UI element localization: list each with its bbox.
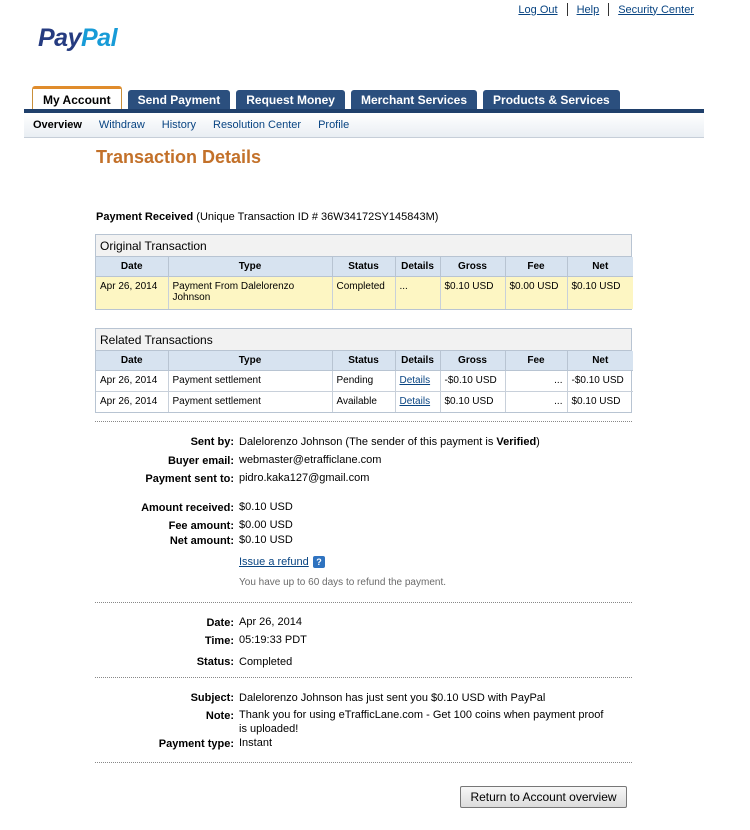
note-label: Note:	[205, 710, 234, 722]
table-row	[96, 391, 633, 412]
subnav-history[interactable]: History	[161, 119, 196, 131]
related-transactions-caption: Related Transactions	[96, 329, 631, 351]
logo-pal: Pal	[80, 24, 118, 52]
cell-status: Pending	[332, 370, 395, 391]
sent-to-label: Payment sent to:	[145, 473, 234, 485]
col-header-net: Net	[567, 257, 633, 276]
cell-date: Apr 26, 2014	[96, 391, 168, 412]
payment-received-label: Payment Received	[96, 211, 194, 223]
help-icon[interactable]: ?	[313, 556, 325, 568]
time-label: Time:	[204, 635, 234, 647]
status-label: Status:	[196, 656, 234, 668]
subnav-resolution-center[interactable]: Resolution Center	[213, 119, 302, 131]
status-value: Completed	[239, 656, 293, 668]
transaction-id: (Unique Transaction ID # 36W34172SY145843M)	[196, 211, 439, 223]
logo-pay: Pay	[38, 24, 81, 52]
logout-link[interactable]: Log Out	[518, 3, 558, 16]
col-header-details: Details	[395, 257, 440, 276]
divider	[567, 3, 568, 16]
divider	[95, 602, 632, 603]
note-line-2: is uploaded!	[239, 723, 299, 735]
top-links	[518, 3, 694, 16]
details-link[interactable]: Details	[399, 375, 431, 386]
subject-label: Subject:	[190, 692, 234, 704]
cell-type: Payment settlement	[168, 370, 332, 391]
cell-gross: $0.10 USD	[440, 276, 505, 309]
date-label: Date:	[206, 617, 234, 629]
divider	[95, 421, 632, 422]
note-line-1: Thank you for using eTrafficLane.com - Get 100 coins when payment proof	[239, 709, 604, 721]
cell-fee: $0.00 USD	[505, 276, 567, 309]
col-header-fee: Fee	[505, 351, 567, 370]
divider	[95, 762, 632, 763]
cell-type: Payment settlement	[168, 391, 332, 412]
cell-gross: $0.10 USD	[440, 391, 505, 412]
col-header-net: Net	[567, 351, 633, 370]
col-header-fee: Fee	[505, 257, 567, 276]
col-header-date: Date	[96, 257, 168, 276]
original-transaction-table	[95, 234, 632, 310]
time-value: 05:19:33 PDT	[239, 634, 307, 646]
cell-details	[395, 391, 440, 412]
subnav-profile[interactable]: Profile	[318, 119, 350, 131]
tab-products-services[interactable]: Products & Services	[483, 90, 620, 110]
subject-value: Dalelorenzo Johnson has just sent you $0.10 USD with PayPal	[239, 692, 546, 704]
payment-type-label: Payment type:	[158, 738, 234, 750]
details-link[interactable]: Details	[399, 396, 431, 408]
cell-net: -$0.10 USD	[567, 370, 633, 391]
cell-status: Available	[332, 391, 395, 412]
amount-received-value: $0.10 USD	[239, 501, 293, 513]
col-header-details: Details	[395, 351, 440, 370]
divider	[95, 677, 632, 678]
cell-gross: -$0.10 USD	[440, 370, 505, 391]
main-tabs	[32, 88, 626, 110]
verified-status: Verified	[496, 436, 537, 448]
fee-amount-label: Fee amount:	[168, 520, 234, 532]
tab-merchant-services[interactable]: Merchant Services	[351, 90, 477, 110]
payment-received-line	[96, 211, 438, 223]
col-header-type: Type	[168, 257, 332, 276]
tab-my-account[interactable]: My Account	[32, 86, 122, 110]
payment-type-value: Instant	[239, 737, 273, 749]
table-row	[96, 370, 633, 391]
cell-fee: ...	[505, 391, 567, 412]
issue-refund-link[interactable]: Issue a refund	[239, 556, 309, 568]
divider	[608, 3, 609, 16]
related-transactions-table	[95, 328, 632, 413]
security-center-link[interactable]: Security Center	[618, 3, 694, 16]
sent-by-value	[239, 436, 540, 448]
return-to-account-overview-button[interactable]: Return to Account overview	[460, 786, 627, 808]
tab-send-payment[interactable]: Send Payment	[128, 90, 231, 110]
sender-name: Dalelorenzo Johnson (The sender of this payment is	[239, 436, 497, 448]
paypal-logo[interactable]	[38, 24, 117, 53]
amount-received-label: Amount received:	[141, 502, 234, 514]
buyer-email-value: webmaster@etrafficlane.com	[239, 454, 382, 466]
sender-close: )	[536, 436, 540, 448]
cell-fee: ...	[505, 370, 567, 391]
sent-by-label: Sent by:	[190, 436, 234, 448]
cell-date: Apr 26, 2014	[96, 370, 168, 391]
sub-navigation	[24, 113, 704, 138]
subnav-overview[interactable]: Overview	[33, 119, 82, 131]
cell-type: Payment From Dalelorenzo Johnson	[168, 276, 332, 309]
date-value: Apr 26, 2014	[239, 616, 302, 628]
net-amount-label: Net amount:	[169, 535, 234, 547]
buyer-email-label: Buyer email:	[167, 455, 234, 467]
sent-to-value: pidro.kaka127@gmail.com	[239, 472, 370, 484]
cell-net: $0.10 USD	[571, 396, 621, 408]
table-row	[96, 276, 633, 309]
subnav-withdraw[interactable]: Withdraw	[98, 119, 145, 131]
net-amount-value: $0.10 USD	[239, 534, 293, 546]
cell-status: Completed	[332, 276, 395, 309]
original-transaction-caption: Original Transaction	[96, 235, 631, 257]
tab-request-money[interactable]: Request Money	[236, 90, 345, 110]
cell-details: ...	[395, 276, 440, 309]
refund-note: You have up to 60 days to refund the payment.	[239, 577, 447, 588]
col-header-status: Status	[332, 351, 395, 370]
col-header-type: Type	[168, 351, 332, 370]
col-header-gross: Gross	[440, 257, 505, 276]
help-link[interactable]: Help	[576, 3, 600, 16]
cell-details	[395, 370, 440, 391]
cell-date: Apr 26, 2014	[96, 276, 168, 309]
page-title: Transaction Details	[96, 147, 262, 167]
cell-net: $0.10 USD	[567, 276, 633, 309]
col-header-gross: Gross	[440, 351, 505, 370]
col-header-status: Status	[332, 257, 395, 276]
col-header-date: Date	[96, 351, 168, 370]
fee-amount-value: $0.00 USD	[239, 519, 293, 531]
